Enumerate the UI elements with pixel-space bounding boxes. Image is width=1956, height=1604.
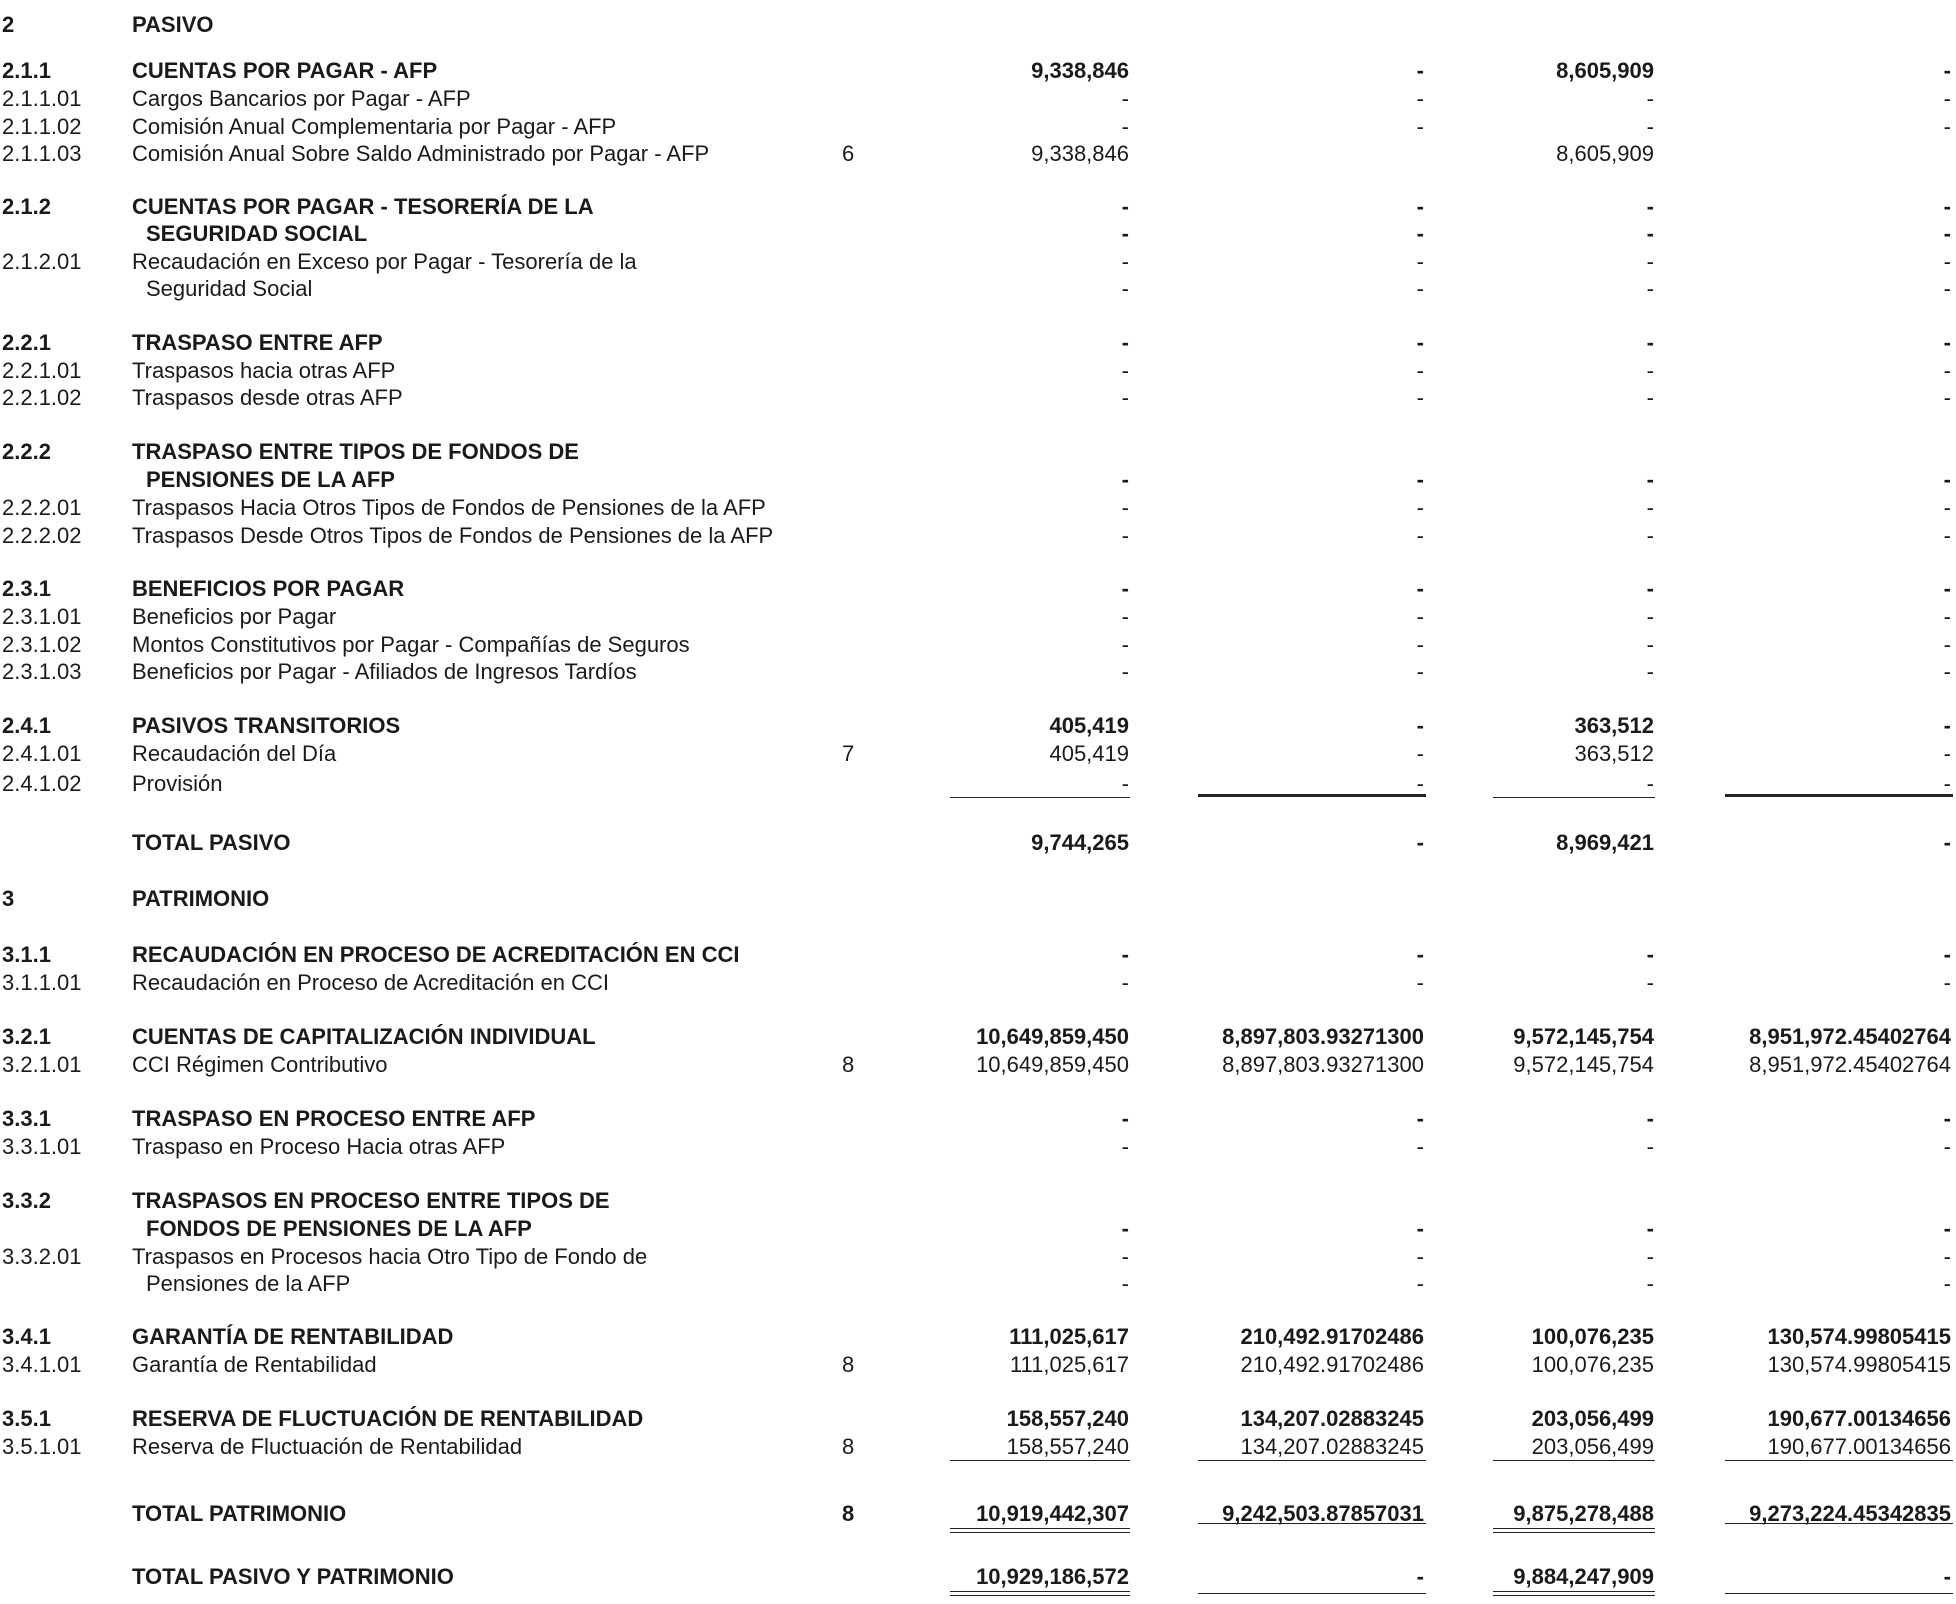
rule-total-final-col1 [950,1591,1130,1596]
value-col-2: - [1416,659,1424,684]
account-label: PASIVOS TRANSITORIOS [132,713,401,738]
value-col-2: - [1416,771,1424,796]
account-row [0,1432,1956,1462]
account-code: 3.4.1.01 [2,1352,82,1377]
value-col-4: 8,951,972.45402764 [1749,1024,1951,1049]
rule-provision-col1 [950,797,1130,798]
account-code: 2.2.1.01 [2,358,82,383]
account-code: 2.3.1 [2,576,51,601]
account-row [0,383,1956,413]
value-col-1: - [1121,276,1129,301]
value-col-4: 9,273,224.45342835 [1749,1501,1951,1526]
value-col-3: 8,605,909 [1556,141,1654,166]
value-col-1: 405,419 [1049,741,1129,766]
rule-reserva-col2 [1198,1460,1426,1461]
value-col-2: - [1416,1271,1424,1296]
account-row [0,602,1956,632]
rule-total-patrimonio-col2 [1198,1523,1426,1524]
value-col-1: - [1121,495,1129,520]
account-code: 2.3.1.03 [2,659,82,684]
account-group-row [0,1214,1956,1244]
value-col-3: 9,572,145,754 [1513,1024,1654,1049]
account-code: 3.2.1 [2,1024,51,1049]
account-label: PATRIMONIO [132,886,270,911]
value-col-2: - [1416,276,1424,301]
value-col-4: - [1943,467,1951,492]
value-col-1: - [1121,604,1129,629]
value-col-1: 158,557,240 [1006,1406,1129,1431]
value-col-4: - [1943,86,1951,111]
account-code: 3.3.1 [2,1106,51,1131]
account-label: TRASPASO EN PROCESO ENTRE AFP [132,1106,536,1131]
account-group-row [0,437,1956,467]
value-col-3: - [1646,385,1654,410]
account-label: Traspasos hacia otras AFP [132,358,396,383]
value-col-2: - [1416,1244,1424,1269]
value-col-2: - [1416,385,1424,410]
value-col-4: 190,677.00134656 [1767,1434,1951,1459]
value-col-2: 8,897,803.93271300 [1222,1024,1424,1049]
account-label: TOTAL PASIVO Y PATRIMONIO [132,1564,454,1589]
account-label: RECAUDACIÓN EN PROCESO DE ACREDITACIÓN EN CCI [132,942,740,967]
value-col-3: 8,605,909 [1556,58,1654,83]
value-col-1: - [1121,632,1129,657]
value-col-4: - [1943,604,1951,629]
account-label: Montos Constitutivos por Pagar - Compañías de Seguros [132,632,690,657]
account-group-row [0,1404,1956,1434]
value-col-4: - [1943,114,1951,139]
account-code: 3 [2,886,15,911]
value-col-2: - [1416,523,1424,548]
value-col-4: - [1943,276,1951,301]
value-col-3: 9,572,145,754 [1513,1052,1654,1077]
value-col-1: 158,557,240 [1006,1434,1129,1459]
value-col-1: - [1121,771,1129,796]
value-col-3: - [1646,358,1654,383]
account-code: 2 [2,12,15,37]
account-group-row [0,192,1956,222]
account-code: 3.2.1.01 [2,1052,82,1077]
account-label: RESERVA DE FLUCTUACIÓN DE RENTABILIDAD [132,1406,644,1431]
account-group-row [0,1186,1956,1216]
value-col-2: 9,242,503.87857031 [1222,1501,1424,1526]
value-col-3: - [1646,970,1654,995]
value-col-3: 9,875,278,488 [1513,1501,1654,1526]
value-col-2: 210,492.91702486 [1240,1352,1424,1377]
value-col-2: - [1416,221,1424,246]
value-col-3: 203,056,499 [1531,1434,1654,1459]
account-code: 2.2.2.02 [2,523,82,548]
value-col-4: - [1943,771,1951,796]
value-col-2: - [1416,495,1424,520]
value-col-4: - [1943,1134,1951,1159]
account-label: Recaudación en Proceso de Acreditación en CCI [132,970,609,995]
account-label: Provisión [132,771,223,796]
value-col-3: 203,056,499 [1531,1406,1654,1431]
account-row [0,769,1956,799]
account-group-row [0,56,1956,86]
value-col-4: - [1943,221,1951,246]
rule-total-final-col4 [1725,1593,1953,1594]
value-col-2: - [1416,249,1424,274]
account-label: PASIVO [132,12,214,37]
value-col-2: - [1416,194,1424,219]
account-code: 2.2.2.01 [2,495,82,520]
value-col-4: - [1943,576,1951,601]
account-group-row [0,328,1956,358]
value-col-4: - [1943,194,1951,219]
account-row [0,84,1956,114]
value-col-4: - [1943,1244,1951,1269]
value-col-2: - [1416,467,1424,492]
value-col-3: - [1646,249,1654,274]
account-label: Traspasos desde otras AFP [132,385,403,410]
value-col-4: - [1943,1216,1951,1241]
account-code: 3.5.1.01 [2,1434,82,1459]
value-col-4: - [1943,1106,1951,1131]
value-col-1: - [1121,1244,1129,1269]
value-col-2: - [1416,576,1424,601]
account-row [0,521,1956,551]
account-group-row [0,1499,1956,1529]
account-code: 3.1.1 [2,942,51,967]
value-col-2: - [1416,1134,1424,1159]
account-row [0,356,1956,386]
account-label: TRASPASO ENTRE AFP [132,330,383,355]
value-col-3: - [1646,632,1654,657]
account-label: Recaudación del Día [132,741,337,766]
value-col-3: - [1646,1106,1654,1131]
value-col-4: - [1943,659,1951,684]
value-col-2: - [1416,970,1424,995]
account-row [0,657,1956,687]
account-row [0,1269,1956,1299]
rule-reserva-col3 [1493,1460,1655,1461]
value-col-3: - [1646,1134,1654,1159]
account-group-row [0,10,1956,40]
value-col-1: - [1121,1216,1129,1241]
value-col-2: - [1416,1106,1424,1131]
value-col-1: 9,338,846 [1031,58,1129,83]
account-row [0,1132,1956,1162]
account-code: 2.2.1 [2,330,51,355]
value-col-1: - [1121,523,1129,548]
value-col-3: - [1646,194,1654,219]
account-label: Reserva de Fluctuación de Rentabilidad [132,1434,523,1459]
value-col-3: - [1646,576,1654,601]
value-col-1: 10,649,859,450 [976,1024,1129,1049]
value-col-4: 130,574.99805415 [1767,1352,1951,1377]
account-group-row [0,1322,1956,1352]
value-col-4: - [1943,970,1951,995]
account-label: CCI Régimen Contributivo [132,1052,388,1077]
value-col-1: - [1121,942,1129,967]
account-code: 2.2.1.02 [2,385,82,410]
account-label: Comisión Anual Sobre Saldo Administrado por Pagar - AFP [132,141,710,166]
value-col-3: - [1646,495,1654,520]
account-label: Beneficios por Pagar - Afiliados de Ingresos Tardíos [132,659,637,684]
value-col-4: - [1943,495,1951,520]
account-code: 3.3.1.01 [2,1134,82,1159]
account-code: 2.1.1.02 [2,114,82,139]
value-col-2: - [1416,632,1424,657]
rule-provision-col2 [1198,794,1426,797]
account-label: Traspaso en Proceso Hacia otras AFP [132,1134,506,1159]
account-row [0,247,1956,277]
value-col-4: - [1943,1271,1951,1296]
account-label: PENSIONES DE LA AFP [146,467,395,492]
account-label: CUENTAS POR PAGAR - AFP [132,58,438,83]
rule-total-patrimonio-col3 [1493,1528,1655,1533]
value-col-4: 8,951,972.45402764 [1749,1052,1951,1077]
account-row [0,139,1956,169]
value-col-1: - [1121,221,1129,246]
value-col-1: 111,025,617 [1009,1324,1129,1349]
account-code: 3.3.2 [2,1188,51,1213]
value-col-1: - [1121,194,1129,219]
value-col-2: - [1416,330,1424,355]
account-row [0,1050,1956,1080]
account-code: 2.3.1.01 [2,604,82,629]
account-row [0,493,1956,523]
account-label: BENEFICIOS POR PAGAR [132,576,405,601]
value-col-3: - [1646,330,1654,355]
value-col-3: - [1646,1244,1654,1269]
account-code: 2.4.1.01 [2,741,82,766]
value-col-4: - [1943,249,1951,274]
value-col-3: - [1646,86,1654,111]
value-col-1: - [1121,385,1129,410]
account-group-row [0,574,1956,604]
note-reference: 6 [842,141,855,166]
value-col-4: - [1943,58,1951,83]
value-col-2: - [1416,114,1424,139]
value-col-1: 111,025,617 [1009,1352,1129,1377]
account-label: Traspasos Desde Otros Tipos de Fondos de Pensiones de la AFP [132,523,774,548]
account-label: Recaudación en Exceso por Pagar - Tesorería de la [132,249,637,274]
account-group-row [0,828,1956,858]
account-row [0,739,1956,769]
account-code: 2.1.2 [2,194,51,219]
note-reference: 8 [842,1501,855,1526]
rule-provision-col4 [1725,794,1953,797]
account-code: 2.1.1.03 [2,141,82,166]
value-col-1: 10,929,186,572 [976,1564,1129,1589]
value-col-3: 363,512 [1574,713,1654,738]
value-col-1: - [1121,249,1129,274]
rule-total-final-col3 [1493,1591,1655,1596]
value-col-3: 8,969,421 [1556,830,1654,855]
value-col-4: 130,574.99805415 [1767,1324,1951,1349]
value-col-2: - [1416,58,1424,83]
value-col-4: - [1943,741,1951,766]
rule-total-final-col2 [1198,1593,1426,1594]
value-col-1: 10,919,442,307 [976,1501,1129,1526]
rule-total-patrimonio-col4 [1725,1523,1953,1524]
value-col-4: - [1943,713,1951,738]
account-row [0,630,1956,660]
account-group-row [0,1562,1956,1592]
account-row [0,1350,1956,1380]
value-col-3: - [1646,942,1654,967]
value-col-2: 8,897,803.93271300 [1222,1052,1424,1077]
value-col-4: - [1943,358,1951,383]
value-col-1: - [1121,970,1129,995]
account-label: Pensiones de la AFP [146,1271,351,1296]
account-label: Beneficios por Pagar [132,604,337,629]
value-col-3: - [1646,523,1654,548]
value-col-1: 10,649,859,450 [976,1052,1129,1077]
value-col-3: 9,884,247,909 [1513,1564,1654,1589]
account-code: 2.2.2 [2,439,51,464]
value-col-2: - [1416,86,1424,111]
value-col-2: - [1416,830,1424,855]
value-col-3: 100,076,235 [1531,1324,1654,1349]
account-code: 2.4.1.02 [2,771,82,796]
value-col-1: - [1121,1271,1129,1296]
value-col-2: - [1416,713,1424,738]
value-col-2: - [1416,942,1424,967]
account-label: Traspasos Hacia Otros Tipos de Fondos de Pensiones de la AFP [132,495,766,520]
note-reference: 7 [842,741,855,766]
account-group-row [0,1104,1956,1134]
value-col-3: - [1646,1216,1654,1241]
value-col-4: - [1943,330,1951,355]
value-col-1: - [1121,86,1129,111]
value-col-1: 405,419 [1049,713,1129,738]
account-row [0,274,1956,304]
rule-reserva-col1 [950,1460,1130,1461]
value-col-3: - [1646,659,1654,684]
account-code: 2.1.2.01 [2,249,82,274]
value-col-1: - [1121,467,1129,492]
account-label: GARANTÍA DE RENTABILIDAD [132,1324,454,1349]
account-code: 3.5.1 [2,1406,51,1431]
value-col-1: - [1121,358,1129,383]
account-group-row [0,219,1956,249]
note-reference: 8 [842,1434,855,1459]
account-group-row [0,940,1956,970]
value-col-2: 134,207.02883245 [1240,1406,1424,1431]
account-row [0,968,1956,998]
value-col-3: 100,076,235 [1531,1352,1654,1377]
value-col-2: 210,492.91702486 [1240,1324,1424,1349]
account-label: Seguridad Social [146,276,313,301]
account-code: 3.1.1.01 [2,970,82,995]
value-col-2: - [1416,358,1424,383]
account-label: Cargos Bancarios por Pagar - AFP [132,86,471,111]
account-code: 2.1.1.01 [2,86,82,111]
account-label: Traspasos en Procesos hacia Otro Tipo de Fondo de [132,1244,648,1269]
value-col-3: - [1646,467,1654,492]
value-col-3: - [1646,276,1654,301]
account-group-row [0,1022,1956,1052]
value-col-4: - [1943,942,1951,967]
value-col-2: - [1416,1216,1424,1241]
account-label: CUENTAS POR PAGAR - TESORERÍA DE LA [132,194,594,219]
value-col-4: - [1943,385,1951,410]
account-code: 3.4.1 [2,1324,51,1349]
value-col-1: 9,744,265 [1031,830,1129,855]
value-col-1: - [1121,576,1129,601]
value-col-1: - [1121,1106,1129,1131]
value-col-4: - [1943,1564,1951,1589]
value-col-1: - [1121,659,1129,684]
account-group-row [0,465,1956,495]
account-label: TRASPASOS EN PROCESO ENTRE TIPOS DE [132,1188,610,1213]
account-label: Comisión Anual Complementaria por Pagar - AFP [132,114,617,139]
value-col-3: - [1646,771,1654,796]
value-col-3: - [1646,604,1654,629]
account-row [0,1242,1956,1272]
account-label: TRASPASO ENTRE TIPOS DE FONDOS DE [132,439,579,464]
rule-provision-col3 [1493,797,1655,798]
value-col-2: - [1416,1564,1424,1589]
account-group-row [0,884,1956,914]
account-label: TOTAL PASIVO [132,830,291,855]
value-col-3: 363,512 [1574,741,1654,766]
rule-total-patrimonio-col1 [950,1528,1130,1533]
note-reference: 8 [842,1052,855,1077]
value-col-1: 9,338,846 [1031,141,1129,166]
value-col-4: - [1943,523,1951,548]
account-label: CUENTAS DE CAPITALIZACIÓN INDIVIDUAL [132,1024,596,1049]
value-col-1: - [1121,114,1129,139]
value-col-1: - [1121,330,1129,355]
value-col-2: - [1416,604,1424,629]
account-label: TOTAL PATRIMONIO [132,1501,347,1526]
value-col-3: - [1646,114,1654,139]
account-code: 2.1.1 [2,58,51,83]
value-col-3: - [1646,1271,1654,1296]
value-col-1: - [1121,1134,1129,1159]
value-col-4: 190,677.00134656 [1767,1406,1951,1431]
account-row [0,112,1956,142]
account-code: 2.3.1.02 [2,632,82,657]
value-col-3: - [1646,221,1654,246]
account-label: FONDOS DE PENSIONES DE LA AFP [146,1216,532,1241]
note-reference: 8 [842,1352,855,1377]
account-label: Garantía de Rentabilidad [132,1352,377,1377]
account-group-row [0,711,1956,741]
account-label: SEGURIDAD SOCIAL [146,221,368,246]
value-col-2: - [1416,741,1424,766]
account-code: 3.3.2.01 [2,1244,82,1269]
value-col-4: - [1943,830,1951,855]
value-col-2: 134,207.02883245 [1240,1434,1424,1459]
rule-reserva-col4 [1725,1460,1953,1461]
account-code: 2.4.1 [2,713,51,738]
value-col-4: - [1943,632,1951,657]
